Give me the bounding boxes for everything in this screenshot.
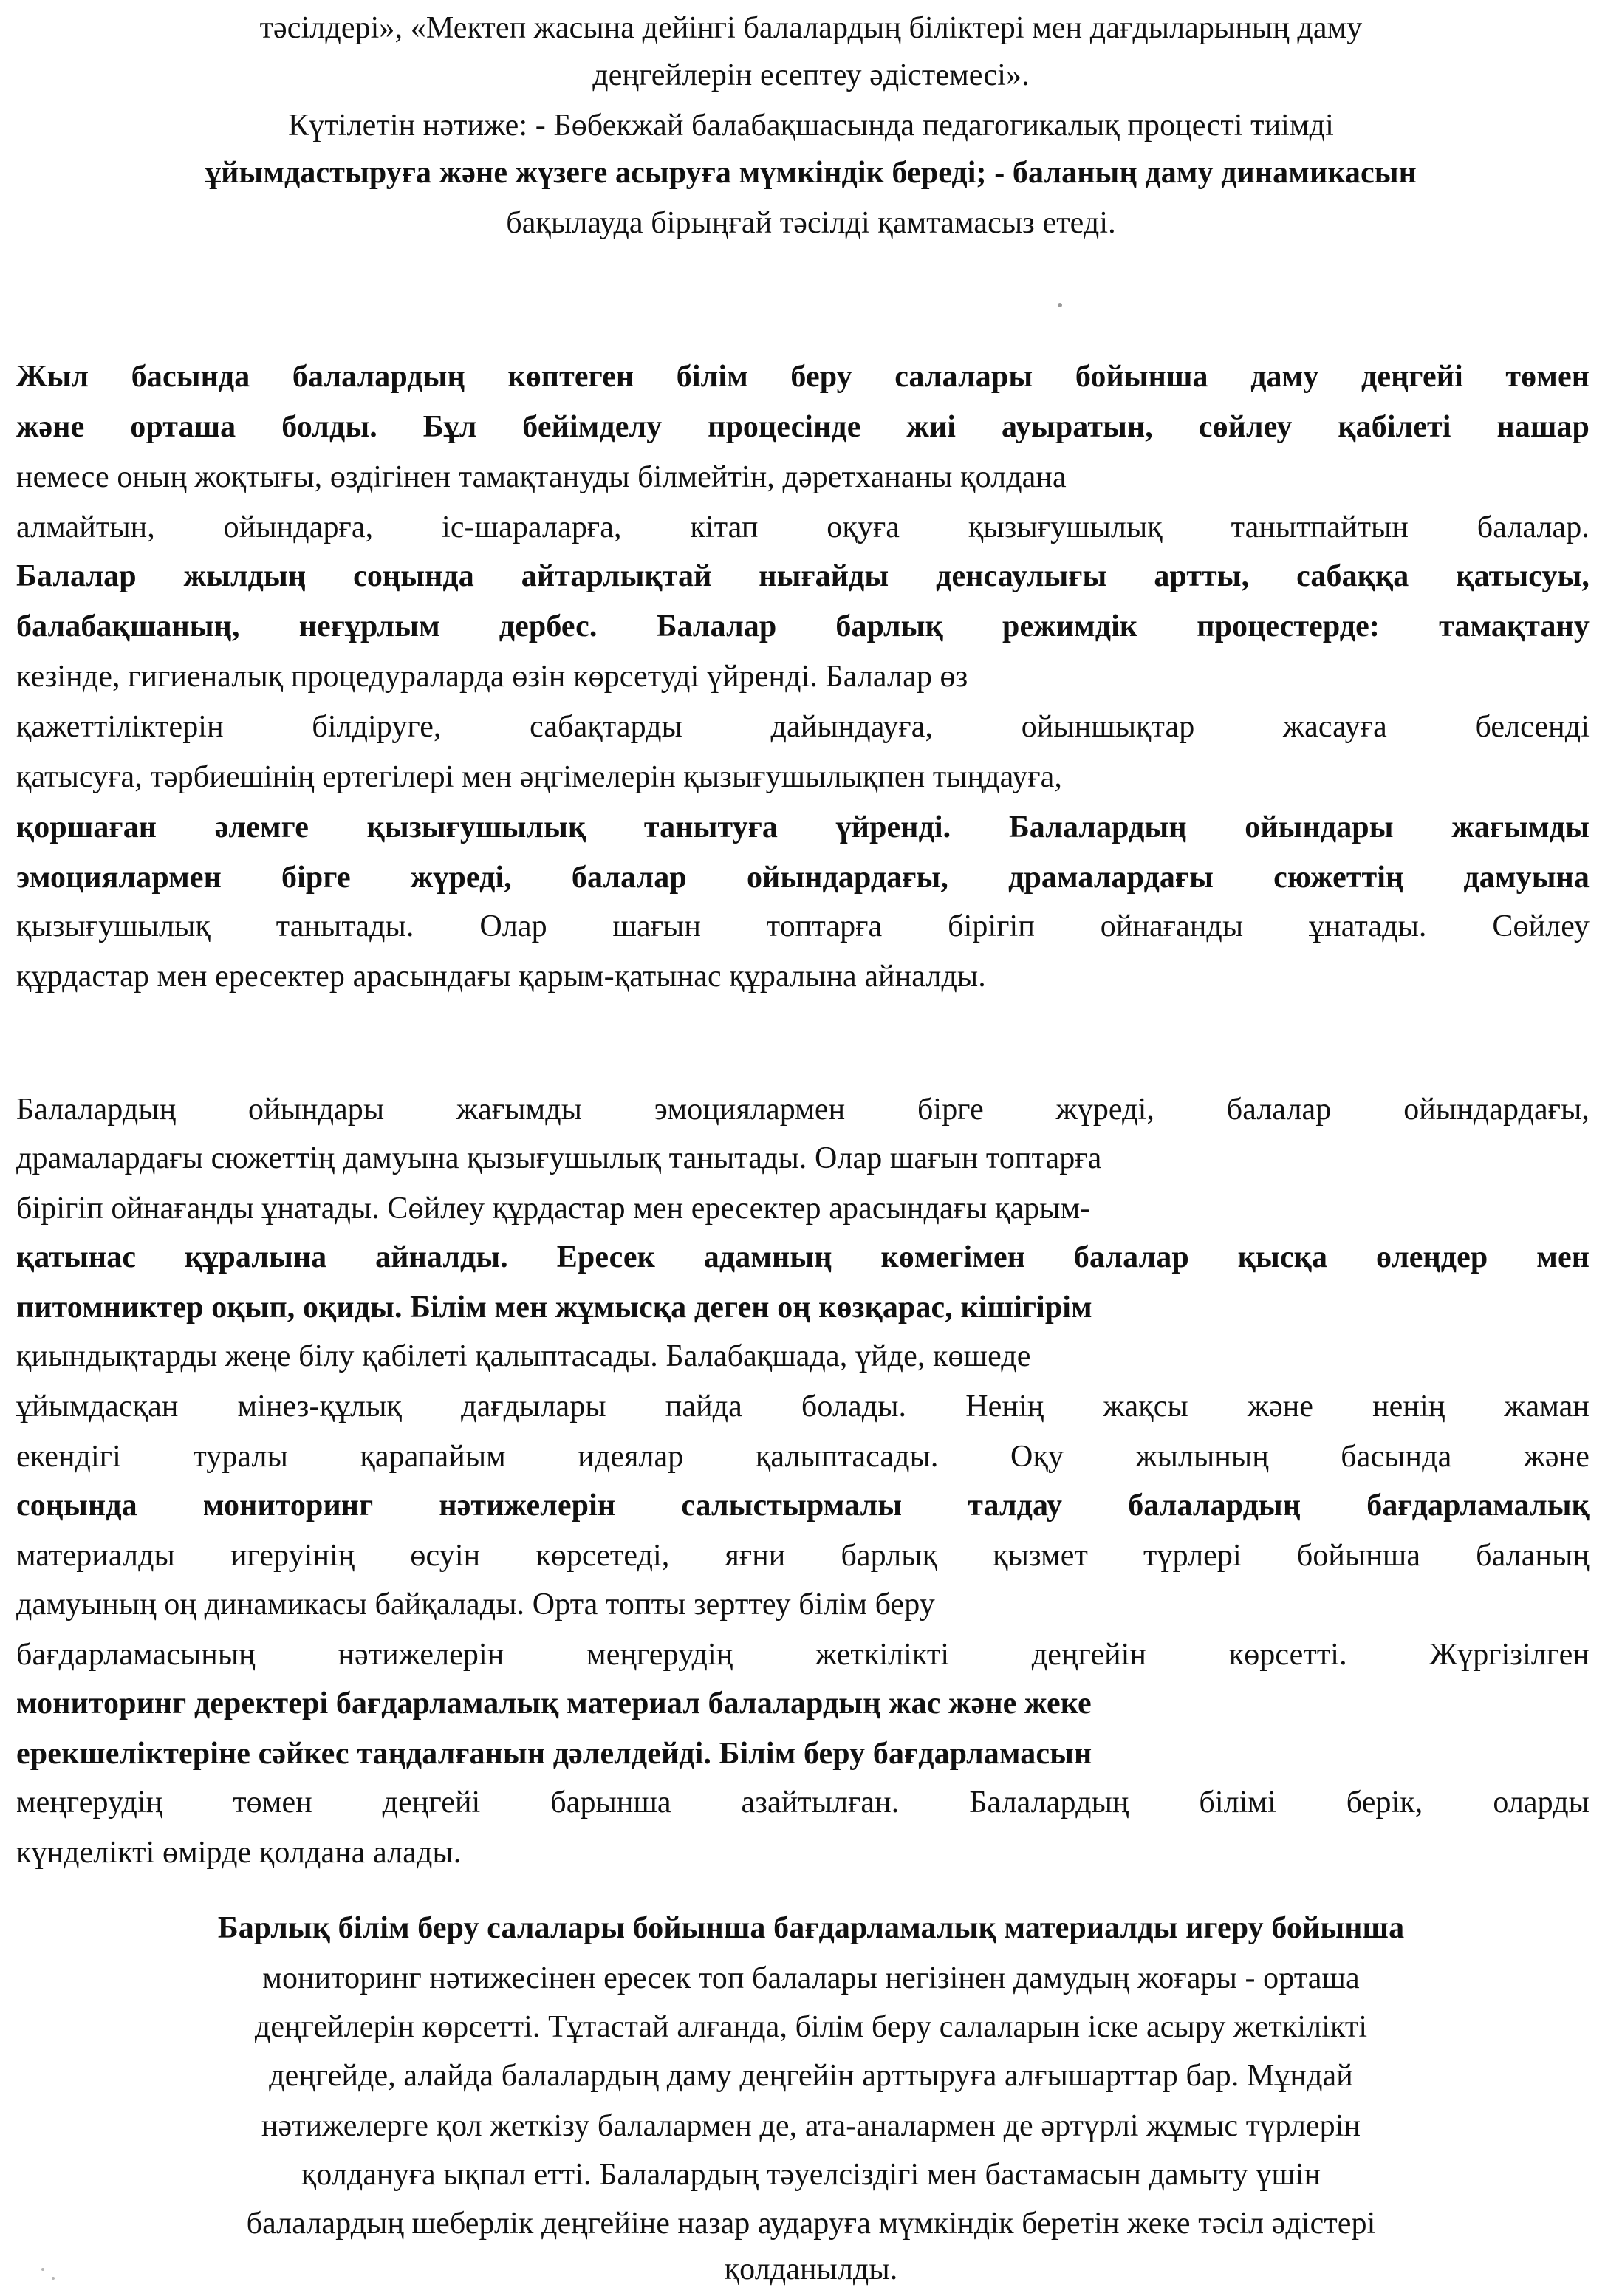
paragraph-line: деңгейде, алайда балалардың даму деңгейін арттыруға алғышарттар бар. Мұндай	[269, 2059, 1353, 2093]
header-line: тәсілдері», «Мектеп жасына дейінгі балалардың біліктері мен дағдыларының даму	[259, 11, 1363, 45]
paragraph-line: ерекшеліктеріне сәйкес таңдалғанын дәлелдейді. Білім беру бағдарламасын	[16, 1737, 1092, 1771]
paragraph-line: материалды игеруінің өсуін көрсетеді, яғни барлық қызмет түрлері бойынша баланың	[16, 1539, 1590, 1573]
paragraph-line: немесе оның жоқтығы, өздігінен тамақтануды білмейтін, дәретхананы қолдана	[16, 460, 1067, 494]
header-line: ұйымдастыруға және жүзеге асыруға мүмкіндік береді; - баланың даму динамикасын	[205, 156, 1417, 190]
header-line: деңгейлерін есептеу әдістемесі».	[592, 58, 1030, 92]
paragraph-line: қолданылды.	[724, 2252, 898, 2286]
paragraph-line: меңгерудің төмен деңгейі барынша азайтылған. Балалардың білімі берік, оларды	[16, 1786, 1590, 1820]
paragraph-line: және орташа болды. Бұл бейімделу процесінде жиі ауыратын, сөйлеу қабілеті нашар	[16, 410, 1590, 444]
paragraph-line: қолдануға ықпал етті. Балалардың тәуелсіздігі мен бастамасын дамыту үшін	[301, 2158, 1321, 2192]
paragraph-line: эмоциялармен бірге жүреді, балалар ойындардағы, драмалардағы сюжеттің дамуына	[16, 861, 1590, 895]
paragraph-line: драмалардағы сюжеттің дамуына қызығушылық танытады. Олар шағын топтарға	[16, 1141, 1102, 1175]
paragraph-line: қатынас құралына айналды. Ересек адамның көмегімен балалар қысқа өлеңдер мен	[16, 1240, 1590, 1274]
paragraph-line: мониторинг деректері бағдарламалық материал балалардың жас және жеке	[16, 1687, 1092, 1721]
paragraph-line: соңында мониторинг нәтижелерін салыстырмалы талдау балалардың бағдарламалық	[16, 1489, 1590, 1523]
paragraph-line: нәтижелерге қол жеткізу балалармен де, ата-аналармен де әртүрлі жұмыс түрлерін	[261, 2109, 1361, 2143]
paragraph-line: екендігі туралы қарапайым идеялар қалыптасады. Оқу жылының басында және	[16, 1440, 1590, 1474]
paragraph-line: қажеттіліктерін білдіруге, сабақтарды дайындауға, ойыншықтар жасауға белсенді	[16, 710, 1590, 744]
paragraph-line: Балалар жылдың соңында айтарлықтай нығайды денсаулығы артты, сабаққа қатысуы,	[16, 559, 1590, 593]
paragraph-line: бірігіп ойнағанды ұнатады. Сөйлеу құрдастар мен ересектер арасындағы қарым-	[16, 1192, 1091, 1226]
paragraph-line: Балалардың ойындары жағымды эмоциялармен бірге жүреді, балалар ойындардағы,	[16, 1093, 1590, 1127]
header-line: Күтілетін нәтиже: - Бөбекжай балабақшасында педагогикалық процесті тиімді	[288, 109, 1334, 143]
paragraph-line: Барлық білім беру салалары бойынша бағдарламалық материалды игеру бойынша	[217, 1911, 1405, 1945]
paragraph-line: қатысуға, тәрбиешінің ертегілері мен әңгімелерін қызығушылықпен тыңдауға,	[16, 760, 1063, 794]
scan-speck	[52, 2277, 55, 2280]
paragraph-line: балабақшаның, неғұрлым дербес. Балалар барлық режимдік процестерде: тамақтану	[16, 609, 1590, 643]
paragraph-line: Жыл басында балалардың көптеген білім беру салалары бойынша даму деңгейі төмен	[16, 360, 1590, 394]
paragraph-line: мониторинг нәтижесінен ересек топ балалары негізінен дамудың жоғары - орташа	[262, 1961, 1360, 1995]
paragraph-line: балалардың шеберлік деңгейіне назар аударуға мүмкіндік беретін жеке тәсіл әдістері	[246, 2207, 1376, 2241]
paragraph-line: кезінде, гигиеналық процедураларда өзін көрсетуді үйренді. Балалар өз	[16, 660, 968, 694]
paragraph-line: бағдарламасының нәтижелерін меңгерудің жеткілікті деңгейін көрсетті. Жүргізілген	[16, 1638, 1590, 1672]
paragraph-line: күнделікті өмірде қолдана алады.	[16, 1836, 462, 1870]
paragraph-line: питомниктер оқып, оқиды. Білім мен жұмысқа деген оң көзқарас, кішігірім	[16, 1291, 1092, 1325]
paragraph-line: дамуының оң динамикасы байқалады. Орта топты зерттеу білім беру	[16, 1588, 935, 1622]
paragraph-line: қызығушылық танытады. Олар шағын топтарға бірігіп ойнағанды ұнатады. Сөйлеу	[16, 909, 1590, 943]
paragraph-line: алмайтын, ойындарға, іс-шараларға, кітап оқуға қызығушылық танытпайтын балалар.	[16, 510, 1590, 544]
paragraph-line: қиындықтарды жеңе білу қабілеті қалыптасады. Балабақшада, үйде, көшеде	[16, 1339, 1031, 1373]
paragraph-line: құрдастар мен ересектер арасындағы қарым-қатынас құралына айналды.	[16, 960, 986, 994]
paragraph-line: деңгейлерін көрсетті. Тұтастай алғанда, білім беру салаларын іске асыру жеткілікті	[254, 2010, 1368, 2044]
paragraph-line: ұйымдасқан мінез-құлық дағдылары пайда болады. Ненің жақсы және ненің жаман	[16, 1390, 1590, 1424]
scan-speck	[41, 2268, 44, 2271]
scan-speck	[1058, 303, 1062, 307]
header-line: бақылауда бірыңғай тәсілді қамтамасыз етеді.	[506, 206, 1116, 240]
paragraph-line: қоршаған әлемге қызығушылық танытуға үйренді. Балалардың ойындары жағымды	[16, 810, 1590, 844]
